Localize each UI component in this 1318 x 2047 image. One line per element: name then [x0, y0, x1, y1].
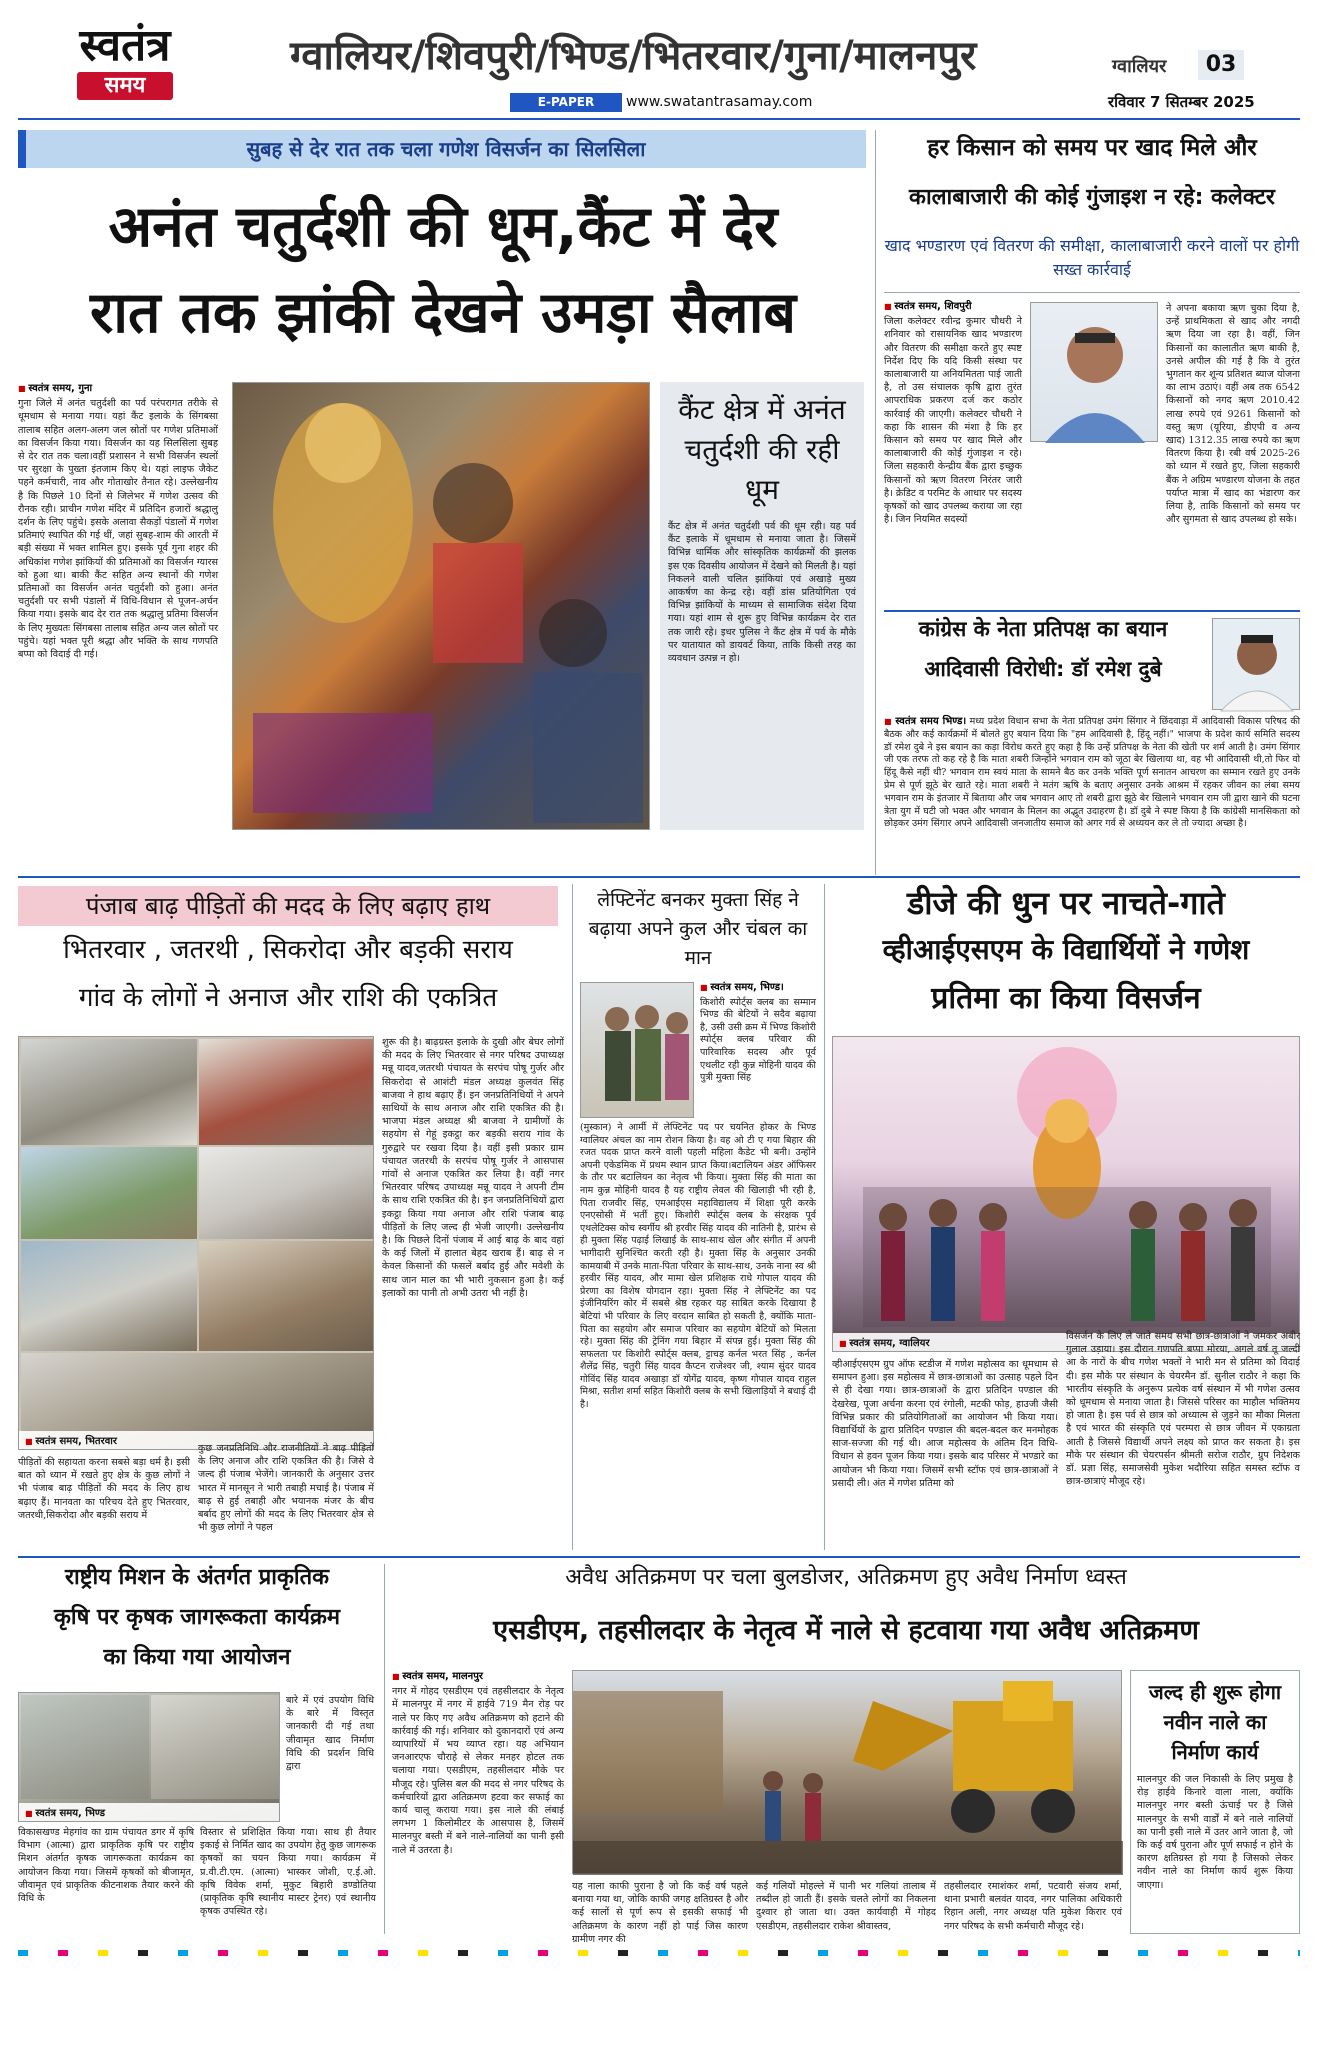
story1-headline-l2: रात तक झांकी देखने उमड़ा सैलाब	[89, 280, 797, 346]
masthead	[0, 0, 1318, 118]
person-avatar-icon	[1213, 619, 1301, 711]
story8-body-b2: कई गलियों मोहल्ले में पानी भर गलियां तालाब में तब्दील हो जाती हैं। इसके चलते लोगों का निकलना दुश्वार हो जाता था। उक्त कार्यवाही में गोहद एसडीएम, तहसीलदार राकेश श्रीवास्तव,	[756, 1881, 936, 1932]
photo-cell-5	[21, 1241, 197, 1351]
story6-headline-l2: व्हीआईएसएम के विद्यार्थियों ने गणेश	[882, 933, 1250, 966]
story8-side-headline: जल्द ही शुरू होगा नवीन नाले का निर्माण कार्य	[1148, 1680, 1282, 1764]
person-avatar-icon	[1031, 303, 1159, 443]
bulldozer-illustration	[573, 1671, 1123, 1875]
story3-body	[884, 716, 1300, 866]
story8-body-b1: यह नाला काफी पुराना है जो कि कई वर्ष पहले बनाया गया था, जोकि काफी जगह क्षतिग्रस्त है और कई सालों से पूर्ण रूप से इसकी सफाई भी अतिक्रमण के कारण नहीं हो पाई जिस कारण ग्रामीण नगर की	[572, 1881, 748, 1945]
story3-text: मध्य प्रदेश विधान सभा के नेता प्रतिपक्ष उमंग सिंगार ने छिंदवाड़ा में आदिवासी विकास परिषद की बैठक और कई कार्यक्रमों में बोलते हुए बयान दिया कि "हम आदिवासी है, हिंदू नहीं।" भाजपा के प्रदेश कार्य समिति सदस्य डॉ रमेश दुबे ने इस बयान का कड़ा विरोध करते हुए कहा है कि उन्हें प्रतिपक्ष के नेता की खेती पर शर्म आती है। उमंग सिंगार जी एक तरफ तो कह रहे है कि माता शबरी जिन्होंने भगवान राम को जूठा बेर खिलाया था, वह भी आदिवासी थी,तो फिर वो हिंदू कैसे नहीं थी? भगवान राम स्वयं माता के सामने बैठ कर उनके भक्ति पूर्ण सनातन आचरण का सम्मान रखते हुए उनके प्रेम से पूर्ण झूठे बेर खाते रहे। माता शबरी ने मतंग ऋषि के बताए अनुसार उनके आश्रम में रहकर जीवन का लंबा समय भगवान राम के इंतजार में बिताया और जब भगवान आए तो शबरी द्वारा झूठे बेर खिलाने भगवान राम जी द्वारा खाने की घटना त्रेता युग में घटी जो भक्त और भगवान के मिलन का अद्भुत उदाहरण है। डॉ दुबे ने स्पष्ट किया है कि कांग्रेसी मानसिकता को छोड़कर उमंग सिंगार अपने आदिवासी जनजातीय समाज को अगर गर्व से अध्ययन कर ले तो ज्यादा अच्छा है।	[884, 716, 1301, 830]
ganesh-immersion-illustration	[233, 383, 651, 831]
logo-bottom: समय	[77, 72, 173, 100]
story7-photo-caption: ■ स्वतंत्र समय, भिण्ड	[19, 1803, 279, 1821]
story2-headline-l1: हर किसान को समय पर खाद मिले और	[927, 135, 1257, 161]
story7-body-left: विकासखण्ड मेहगांव का ग्राम पंचायत डगर में कृषि विभाग (आत्मा) द्वारा प्राकृतिक कृषि पर राष्ट्रीय मिशन अंतर्गत कृषक जागरूकता कार्यक्रम का आयोजन किया गया। जिसमें कृषकों को बीजामृत, जीवामृत एवं प्राकृतिक कीटनाशक तैयार करने की विधि के	[18, 1827, 194, 1905]
story1-sidebox	[660, 382, 864, 830]
story8-photo	[572, 1670, 1122, 1874]
story7-photo	[18, 1692, 280, 1822]
photo-cell-1	[21, 1695, 149, 1799]
ramesh-dubey-portrait	[1212, 618, 1300, 710]
story8-sidebox	[1130, 1670, 1300, 1934]
story4-photo-collage	[18, 1036, 374, 1450]
story2-body-left	[884, 300, 1022, 602]
story4-headline: पंजाब बाढ़ पीड़ितों की मदद के लिए बढ़ाए हाथ	[18, 886, 558, 926]
column-rule	[875, 130, 876, 875]
column-rule	[824, 884, 825, 1550]
story4-body-a: पीड़ितों की सहायता करना सबसे बड़ा धर्म है। इसी बात को ध्यान में रखते हुए क्षेत्र के कुछ लोगों ने भी पंजाब बाढ़ पीड़ितों की मदद के लिए हाथ बढ़ाए हैं। मानवता का परिचय देते हुए भितरवार, जतरथी,सिकरोदा और बड़की सराय में	[18, 1457, 190, 1521]
story7-headline-l2: कृषि पर कृषक जागरूकता कार्यक्रम	[54, 1605, 340, 1630]
army-officer-illustration	[581, 983, 695, 1119]
story2-subhead: खाद भण्डारण एवं वितरण की समीक्षा, कालाबाजारी करने वालों पर होगी सख्त कार्रवाई	[884, 236, 1300, 279]
page-number: 03	[1198, 50, 1244, 80]
story8-byline: ■ स्वतंत्र समय, मालनपुर	[392, 1670, 564, 1683]
story5-headline: लेफ्टिनेंट बनकर मुक्ता सिंह ने बढ़ाया अपने कुल और चंबल का मान	[588, 889, 808, 969]
website-link[interactable]: www.swatantrasamay.com	[626, 94, 813, 110]
story8-body-b3: तहसीलदार रमाशंकर शर्मा, पटवारी संजय शर्मा, थाना प्रभारी बलवंत यादव, नगर पालिका अधिकारी रिहान अली, नगर अध्यक्ष पति मुकेश किरार एवं नगर परिषद के सभी कर्मचारी मौजूद रहे।	[944, 1881, 1122, 1932]
story6-body-left: व्हीआईएसएम ग्रुप ऑफ स्टडीज में गणेश महोत्सव का धूमधाम से समापन हुआ। इस महोत्सव में छात्र-छात्राओं का उत्साह पहले दिन से ही देखा गया। छात्र-छात्राओं के द्वारा प्रतिदिन पण्डाल की देखरेख, पूजा अर्चना करना एवं रंगोली, मटकी फोड़, हाउजी जैसी विभिन्न प्रकार की प्रतियोगिताओं का आयोजन भी किया गया। विद्यार्थियों के द्वारा प्रतिदिन पण्डाल की बदल-बदल कर मनमोहक साज-सज्जा की गई थी। आज महोत्सव के अंतिम दिन विधि-विधान से हवन पूजन किया गया। इसके बाद परिसर में भण्डारे का आयोजन भी किया गया। जिसमें सभी स्टॉफ एवं छात्र-छात्राओं ने प्रसादी ली। अंत में गणेश प्रतिमा को	[832, 1359, 1058, 1489]
epaper-badge: E-PAPER	[510, 93, 622, 112]
story7-headline-l3: का किया गया आयोजन	[103, 1645, 291, 1670]
section-rule-2	[18, 1556, 1300, 1558]
story5-byline: ■ स्वतंत्र समय, भिण्ड।	[700, 982, 816, 995]
story2-body-right: ने अपना बकाया ऋण चुका दिया है, उन्हें प्राथमिकता से खाद और नगदी ऋण दिया जा रहा है। वहीं, जिन किसानों का कालातीत ऋण बाकी है, उनसे अपील की गई है कि वे तुरंत भुगतान कर शून्य प्रतिशत ब्याज योजना का लाभ उठाएं। वहीं अब तक 6542 किसानों को नगद ऋण 2010.42 लाख रुपये एवं 9261 किसानों को वस्तु ऋण (यूरिया, डीएपी व अन्य खाद) 1312.35 लाख रुपये का ऋण वितरण किया है। रबी वर्ष 2025-26 को ध्यान में रखते हुए, जिला सहकारी बैंक ने अग्रिम भण्डारण योजना के तहत पर्याप्त मात्रा में खाद का भंडारण कर लिया है, ताकि किसानों को समय पर और सुगमता से खाद उपलब्ध हो सके।	[1166, 303, 1300, 526]
story3-headline-l1: कांग्रेस के नेता प्रतिपक्ष का बयान	[918, 617, 1168, 641]
story1-byline: ■ स्वतंत्र समय, गुना	[18, 382, 218, 395]
story6-headline-l3: प्रतिमा का किया विसर्जन	[931, 981, 1201, 1016]
story2-text-left: जिला कलेक्टर रवीन्द्र कुमार चौधरी ने शनिवार को रासायनिक खाद भण्डारण और वितरण की समीक्षा करते हुए स्पष्ट निर्देश दिए कि यदि किसी संस्था पर कालाबाजारी या अनियमितता पाई जाती है, तो उस संचालक कृषि द्वारा तुरंत आपराधिक प्रकरण दर्ज कर कठोर कार्रवाई की जाएगी। कलेक्टर चौधरी ने कहा कि शासन की मंशा है कि हर किसान को समय पर खाद मिले और कालाबाजारी की कोई गुंजाइश न रहे। जिला सहकारी केन्द्रीय बैंक द्वारा इच्छुक किसानों को ऋण वितरण निरंतर जारी है। क्रेडिट व परमिट के आधार पर सदस्य कृषकों को खाद उपलब्ध कराया जा रहा है। जिन नियमित सदस्यों	[884, 316, 1022, 526]
story1-side-headline: कैंट क्षेत्र में अनंत चतुर्दशी की रही धूम	[678, 393, 846, 506]
story3-top-rule	[884, 610, 1300, 612]
story5-body-top	[700, 982, 816, 1118]
column-rule	[572, 884, 573, 1550]
story8-text-top: नगर में गोहद एसडीएम एवं तहसीलदार के नेतृत्व में मालनपुर में नगर में हाईवे 719 मैन रोड़ पर नाले पर किए गए अवैध अतिक्रमण को हटाने की कार्रवाई की गई। शनिवार को दुकानदारों एवं अन्य व्यापारियों में भय व्याप्त रहा। यह अभियान जनआरएफ चौराहे से लेकर मनहर होटल तक चलाया गया। एसडीएम, तहसीलदार मौके पर मौजूद रहे। पुलिस बल की मदद से नगर परिषद के कर्मचारियों द्वारा अतिक्रमण हटवा कर सफाई का कार्य चालू कराया गया। इस नाले की लंबाई लगभग 1 किलोमीटर के आसपास है, जिसमें मालनपुर बस्ती में बने नाले-नालियों का पानी इसी नाले में उतरता है।	[392, 1686, 564, 1856]
story4-subhead-l2: गांव के लोगों ने अनाज और राशि की एकत्रित	[78, 983, 498, 1013]
collector-portrait	[1030, 302, 1158, 442]
story1-side-body: कैंट क्षेत्र में अनंत चतुर्दशी पर्व की धूम रही। यह पर्व कैंट इलाके में धूमधाम से मनाया जाता है। जिसमें विभिन्न धार्मिक और सांस्कृतिक कार्यक्रमों की झलक इस एक दिवसीय आयोजन में देखने को मिलती है। यहां निकलने वाली चलित झांकियां एवं अखाड़े मुख्य आकर्षण का केन्द्र रहे। वहीं डांस प्रतियोगिता एवं विभिन्न झांकियों के माध्यम से सामाजिक संदेश दिया गया। यहां शाम से शुरू हुए विभिन्न कार्यक्रम देर रात तक जारी रहे। इधर पुलिस ने कैंट क्षेत्र में पर्व के मौके पर यातायात को डायवर्ट किया, ताकि किसी तरह का व्यवधान उत्पन्न न हो।	[668, 521, 856, 665]
story8-side-body: मालनपुर की जल निकासी के लिए प्रमुख है रोड़ हाईवे किनारे वाला नाला, क्योंकि मालनपुर नगर बस्ती ऊंचाई पर है जिसे मालनपुर के सभी वार्डों में बने नाले नालियों का पानी इसी नाले में उतर आने जाता है, जो कि कई वर्ष पुराना और पूर्ण सफाई न होने के कारण क्षतिग्रस्त हो गया है जिसको लेकर नवीन नाले का निर्माण कार्य शुरू किया जाएगा।	[1137, 1774, 1293, 1891]
photo-cell-3	[21, 1147, 197, 1239]
students-ganesh-illustration	[833, 1037, 1301, 1353]
edition-cities: ग्वालियर/शिवपुरी/भिण्ड/भितरवार/गुना/मालनपुर	[290, 33, 977, 79]
story4-subhead-l1: भितरवार , जतरथी , सिकरोदा और बड़की सराय	[63, 935, 513, 965]
story6-body-right: विसर्जन के लिए ले जाते समय सभी छात्र-छात्राओं ने जमकर अबीर गुलाल उड़ाया। इस दौरान गणपति बप्पा मोरया, अगले वर्ष तू जल्दी आ के नारों के बीच गणेश भक्तों ने भारी मन से प्रतिमा को विदाई दी। इस मौके पर संस्थान के चेयरमैन डॉ. सुनील राठौर ने कहा कि भारतीय संस्कृति के अनुरूप प्रत्येक वर्ष संस्थान में भी गणेश उत्सव को धूमधाम से मनाया जाता है। जिससे परिसर का माहौल भक्तिमय हो जाता है। इस पर्व से छात्र को अध्यात्म से जुड़ने का मौका मिलता है एवं भारत की संस्कृति एवं परम्परा से छात्र जीवन में एकाग्रता आती है जिससे विद्यार्थी अपने लक्ष्य को प्राप्त कर सकता है। इस मौके पर संस्थान की चेयरपर्सन श्रीमती सरोज राठौर, ग्रुप निदेशक डॉ. प्रज्ञा सिंह, समाजसेवी मुकेश भदौरिया सहित समस्त स्टॉफ व छात्र-छात्राएं मौजूद रहे।	[1066, 1331, 1300, 1488]
masthead-rule	[18, 118, 1300, 120]
color-registration-bar	[18, 1950, 1300, 1956]
story4-body-b: शुरू की है। बाढ़ग्रस्त इलाके के दुखी और बेघर लोगों की मदद के लिए भितरवार से नगर परिषद उपाध्यक्ष मन्नू यादव,जतरथी पंचायत के सरपंच पोषू गुर्जर और सिकरोदा से आशंटी मंडल अध्यक्ष कुलवंत सिंह बाजवा ने हाथ बढ़ाए हैं। इन जनप्रतिनिधियों ने अपने साथियों के साथ अनाज और राशि एकत्रित की है। भाजपा मंडल अध्यक्ष श्री बाजवा ने ग्रामीणों के सहयोग से गेहूं इकट्ठा कर बड़की सराय गांव के गुरुद्वारे पर रखवा दिया है। वहीं इसी प्रकार ग्राम पंचायत जतरथी के सरपंच पोषू गुर्जर ने आसपास गांवों से अनाज एकत्रित कर लिया है। वहीं नगर भितरवार परिषद उपाध्यक्ष मन्नू यादव ने अपनी टीम के साथ राशि एकत्रित की है। इन जनप्रतिनिधियों द्वारा इकट्ठा किया गया अनाज और राशि पंजाब बाढ़ पीड़ितों के लिए जल्द ही भेजी जाएगी। उल्लेखनीय है। कि पिछले दिनों पंजाब में आई बाढ़ के बाद वहां के कई जिलों में हालात बेहद खराब हैं। बाढ़ से न केवल किसानों की फसलें बर्बाद हुई और मवेशी के साथ जान माल का भी भारी नुकसान हुआ है। कई इलाकों का पानी तो अभी उतरा भी नहीं है।	[382, 1037, 564, 1299]
photo-cell-4	[199, 1147, 373, 1239]
logo	[40, 22, 210, 110]
section-rule-1	[18, 876, 1300, 878]
story3-headline-l2: आदिवासी विरोधी: डॉ रमेश दुबे	[924, 657, 1162, 681]
story8-kicker: अवैध अतिक्रमण पर चला बुलडोजर, अतिक्रमण हुए अवैध निर्माण ध्वस्त	[565, 1565, 1127, 1590]
story1-photo	[232, 382, 650, 830]
photo-cell-6	[199, 1241, 373, 1351]
column-rule	[384, 1564, 385, 1934]
story5-body: (मुस्कान) ने आर्मी में लेफ्टिनेंट पद पर चयनित होकर के भिण्ड ग्वालियर अंचल का नाम रोशन किया है। वह ओ टी ए गया बिहार की रजत पदक प्राप्त करने वाली पहली महिला कैडेट भी बनी। उन्होंने अपनी एकेडमिक में प्रथम स्थान प्राप्त किया।बटालियन अंडर ऑफिसर के तौर पर बटालियन का नेतृत्व भी किया। मुक्ता सिंह की माता का नाम कुन्न मोहिनी यादव है यह राष्ट्रीय लेवल की खिलाड़ी भी रही है, पिता राजवीर सिंह, एमआईएस महाविद्यालय में शिक्षा पूरी करके एनएसोसी में भर्ती हुए। किशोरी स्पोर्ट्स क्लब के संरक्षक पूर्व एथलेटिक्स कोच स्वर्गीय श्री हरवीर सिंह यादव की नातिनी है, प्रारंभ से ही मुक्ता सिंह पढ़ाई लिखाई के साथ-साथ खेल और संगीत में अपनी भागीदारी सुनिश्चित करती रही है। मुक्ता सिंह के अनुसार उनकी कामयाबी में उनके माता-पिता परिवार के साथ-साथ, उनके नाना स्व श्री हरवीर सिंह यादव, और मामा खेल प्रशिक्षक राधे गोपाल यादव की प्रेरणा का विशेष योगदान रहा। मुक्ता सिंह ने लेफ्टिनेंट का पद इंजीनियरिंग कोर में सबसे श्रेष्ठ रहकर यह साबित करके दिखाया है बेटियां भी परिवार के लिए वरदान साबित हो सकती है, क्योंकि माता-पिता का सहयोग और समाज परिवार का सहयोग बेटियों को मिलता रहे। मुक्ता सिंह की ट्रेनिंग गया बिहार में संपन्न हुई। मुक्ता सिंह की सफलता पर किशोरी स्पोर्ट्स क्लब, ट्टाचड़ कर्नल भरत सिंह , कर्नल शैलेंद्र सिंह, चतुरी सिंह यादव कैप्टन राजेश्वर जी, श्याम सुंदर यादव गोविंद सिंह यादव अखाड़ा डॉ योगेंद्र यादव, कृष्ण गोपाल यादव राहुल मिश्रा, सतीश शर्मा सहित किशोरी क्लब के सभी खिलाड़ियों ने बधाई दी है।	[580, 1122, 816, 1411]
story2-headline-l2: कालाबाजारी की कोई गुंजाइश न रहे: कलेक्टर	[909, 185, 1275, 210]
story2-byline: ■ स्वतंत्र समय, शिवपुरी	[884, 300, 1022, 313]
photo-cell-2	[199, 1039, 373, 1145]
story7-body-side: बारे में एवं उपयोग विधि के बारे में विस्तृत जानकारी दी गई तथा जीवामृत खाद निर्माण विधि की प्रदर्शन विधि द्वारा	[286, 1695, 374, 1773]
story6-headline-l1: डीजे की धुन पर नाचते-गाते	[907, 884, 1225, 922]
issue-date: रविवार 7 सितम्बर 2025	[1108, 93, 1255, 111]
story6-photo	[832, 1036, 1300, 1352]
story7-body-right: विस्तार से प्रशिक्षित किया गया। साथ ही तैयार इकाई से निर्मित खाद का उपयोग हेतु कुछ जागरूक कृषकों का चयन किया गया। कार्यक्रम में प्र.वी.टी.एम. (आत्मा) भास्कर जोशी, ए.ई.ओ. कृषि विवेक शर्मा, मुकुट बिहारी डण्डोतिया (प्राकृतिक कृषि स्थानीय मास्टर ट्रेनर) एवं स्थानीय कृषक उपस्थित रहे।	[200, 1827, 376, 1918]
story3-byline: ■ स्वतंत्र समय भिण्ड।	[884, 716, 966, 727]
story8-headline: एसडीएम, तहसीलदार के नेतृत्व में नाले से हटवाया गया अवैध अतिक्रमण	[493, 1615, 1199, 1646]
story8-body-top	[392, 1670, 564, 1886]
story6-photo-caption: ■ स्वतंत्र समय, ग्वालियर	[833, 1333, 1299, 1351]
edition-city: ग्वालियर	[1112, 56, 1167, 77]
story7-headline-l1: राष्ट्रीय मिशन के अंतर्गत प्राकृतिक	[64, 1565, 330, 1590]
story5-text-top: किशोरी स्पोर्ट्स क्लब का सम्मान भिण्ड की बेटियों ने सदैव बढ़ाया है, उसी उसी क्रम में भिण्ड किशोरी स्पोर्ट्स क्लब परिवार की पारिवारिक सदस्य और पूर्व एथलीट रही कुन्न मोहिनी यादव की पुत्री मुक्ता सिंह	[700, 996, 816, 1084]
story1-text: गुना जिले में अनंत चतुर्दशी का पर्व परंपरागत तरीके से धूमधाम से मनाया गया। यहां कैंट इलाके के सिंगबसा तालाब सहित अलग-अलग जल स्रोतों पर गणेश प्रतिमाओं का विसर्जन किया गया। विसर्जन का यह सिलसिला सुबह से देर रात तक चला।वहीं प्रशासन ने सभी विसर्जन स्थलों पर सुरक्षा के पुख्ता इंतजाम किए थे। यहां लाइफ जैकेट पहने कर्मचारी, नाव और गोताखोर तैनात रहे। उल्लेखनीय है कि पिछले 10 दिनों से जिलेभर में गणेश उत्सव की रौनक रही। प्राचीन गणेश मंदिर में प्रतिदिन हजारों श्रद्धालु दर्शन के लिए पहुंचे। इसके अलावा सैकड़ों पंडालों में गणेश प्रतिमाएं स्थापित की गई थीं, जहां सुबह-शाम की आरती में बड़ी संख्या में भक्त शामिल हुए। इसके पूर्व गुना शहर की अधिकांश गणेश झांकियों की प्रतिमाओं का विसर्जन ग्यारस को हुआ था। बाकी कैंट सहित अन्य स्थानों की गणेश प्रतिमाओं का विसर्जन अनंत चतुर्दशी को हुआ। अनंत चतुर्दशी पर सभी पंडालों में विधि-विधान से पूजन-अर्चन किया गया। इसके बाद देर रात तक श्रद्धालु प्रतिमा विसर्जन के लिए मुख्यतः सिंगबसा तालाब सहित अन्य जल स्रोतों पर पहुंचे। यहां भक्त पूरी श्रद्धा और भक्ति के साथ गणपति बप्पा को विदाई दी गई।	[18, 398, 218, 661]
logo-top: स्वतंत्र	[79, 20, 171, 71]
story1-headline-l1: अनंत चतुर्दशी की धूम,कैंट में देर	[108, 194, 778, 260]
story4-body-c: कुछ जनप्रतिनिधि और राजनीतियों ने बाढ़ पीड़ितों के लिए अनाज और राशि एकत्रित की है। जिसे वे जल्द ही पंजाब भेजेंगे। जानकारी के अनुसार उत्तर भारत में मानसून ने भारी तबाही मचाई है। पंजाब में बाढ़ से हुई तबाही और भयानक मंजर के बीच बर्बाद हुए लोगों की मदद के लिए भितरवार क्षेत्र से भी कुछ लोगों ने पहल	[198, 1443, 374, 1534]
mukta-singh-photo	[580, 982, 694, 1118]
story4-photo-caption: ■ स्वतंत्र समय, भितरवार	[19, 1431, 373, 1449]
story2-rule	[884, 292, 1300, 293]
photo-cell-1	[21, 1039, 197, 1145]
story1-kicker: सुबह से देर रात तक चला गणेश विसर्जन का सिलसिला	[18, 130, 866, 168]
photo-cell-2	[151, 1695, 279, 1799]
story1-body	[18, 382, 218, 830]
